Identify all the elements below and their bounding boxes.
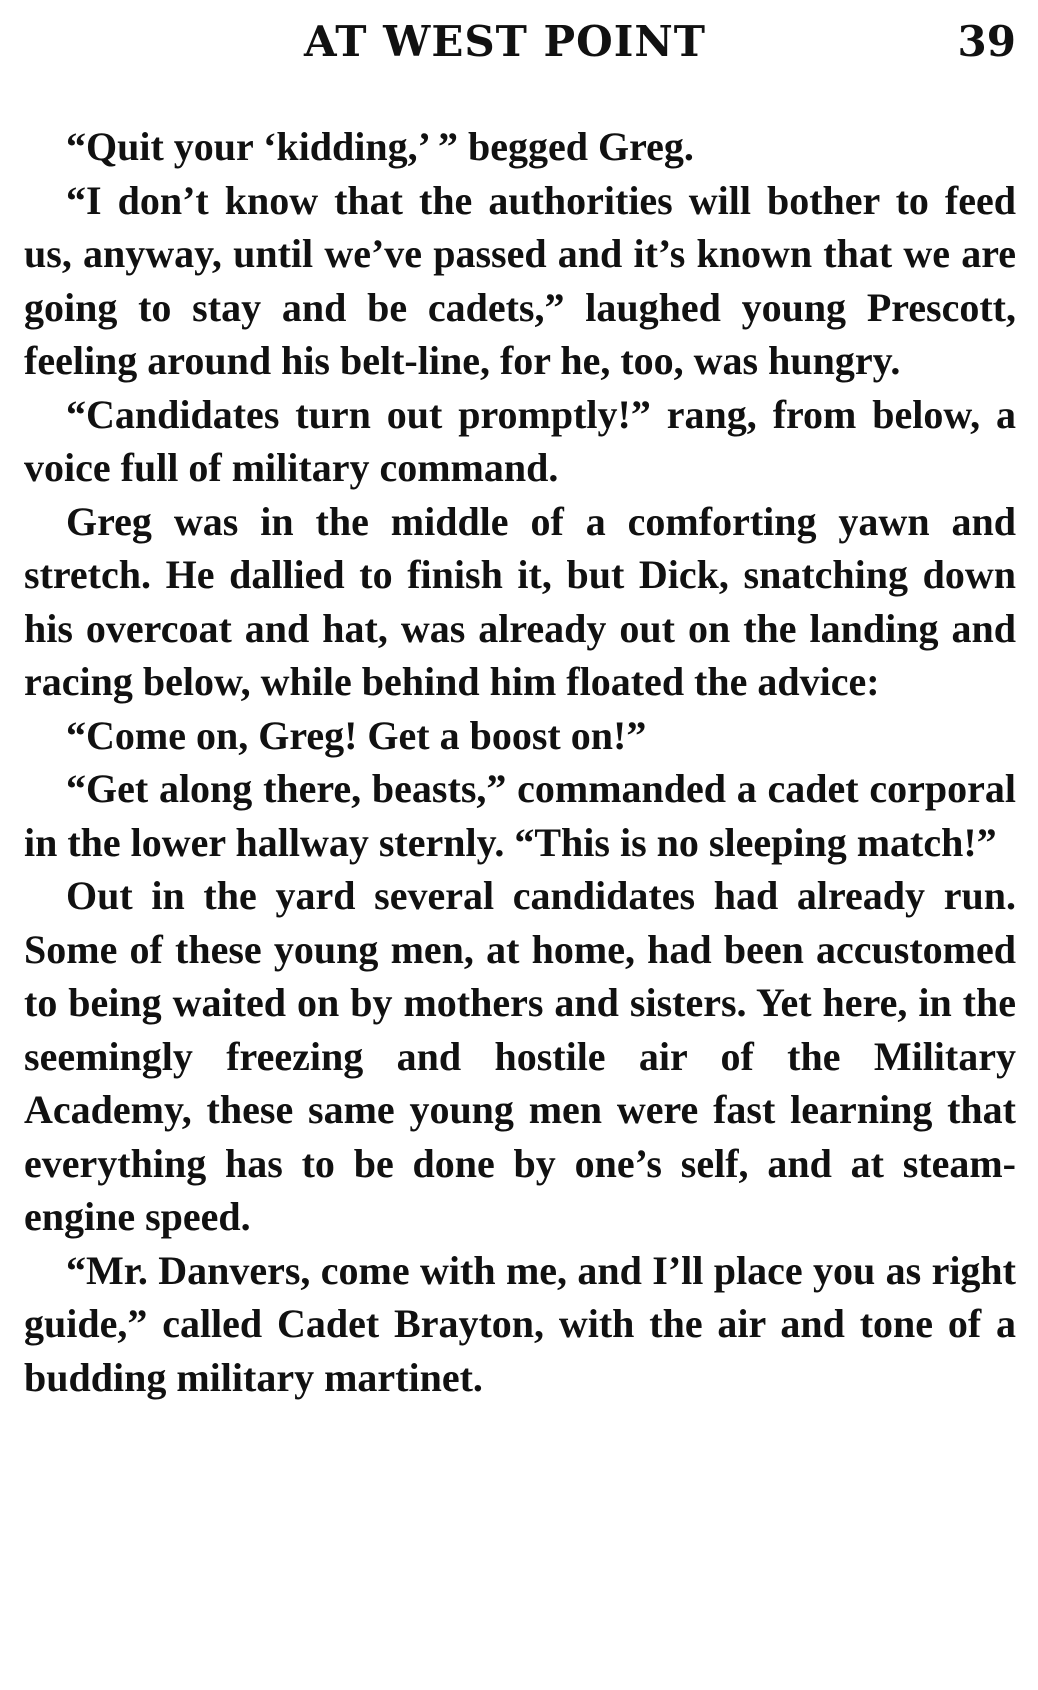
paragraph: “I don’t know that the authorities will bother to feed us, anyway, until we’ve passed and it’s known that we are going to stay and be cadets,” laughed young Prescott, feeling around his belt-line, for he, too, was hungry. — [24, 177, 1016, 383]
paragraph: “Come on, Greg! Get a boost on!” — [66, 712, 647, 758]
paragraph: “Quit your ‘kidding,’ ” begged Greg. — [66, 124, 694, 169]
running-head — [0, 12, 1038, 72]
paragraph: “Get along there, beasts,” commanded a cadet corporal in the lower hallway sternly. “This is no sleeping match!” — [24, 766, 1016, 865]
running-title: AT WEST POINT — [304, 17, 707, 66]
paragraph: Greg was in the middle of a comforting yawn and stretch. He dallied to finish it, but Dick, snatching down his overcoat and hat, was already out on the landing and racing below, while behind him floated the advice: — [24, 498, 1016, 704]
page-number: 39 — [957, 17, 1016, 66]
paragraph: “Candidates turn out promptly!” rang, from below, a voice full of military command. — [24, 391, 1016, 490]
body-text — [24, 120, 1016, 1404]
paragraph: “Mr. Danvers, come with me, and I’ll place you as right guide,” called Cadet Brayton, with the air and tone of a budding military martinet. — [24, 1247, 1016, 1400]
paragraph: Out in the yard several candidates had already run. Some of these young men, at home, had been accustomed to being waited on by mothers and sisters. Yet here, in the seemingly freezing and hostile air of the Military Academy, these same young men were fast learning that everything has to be done by one’s self, and at steam-engine speed. — [24, 873, 1016, 1239]
